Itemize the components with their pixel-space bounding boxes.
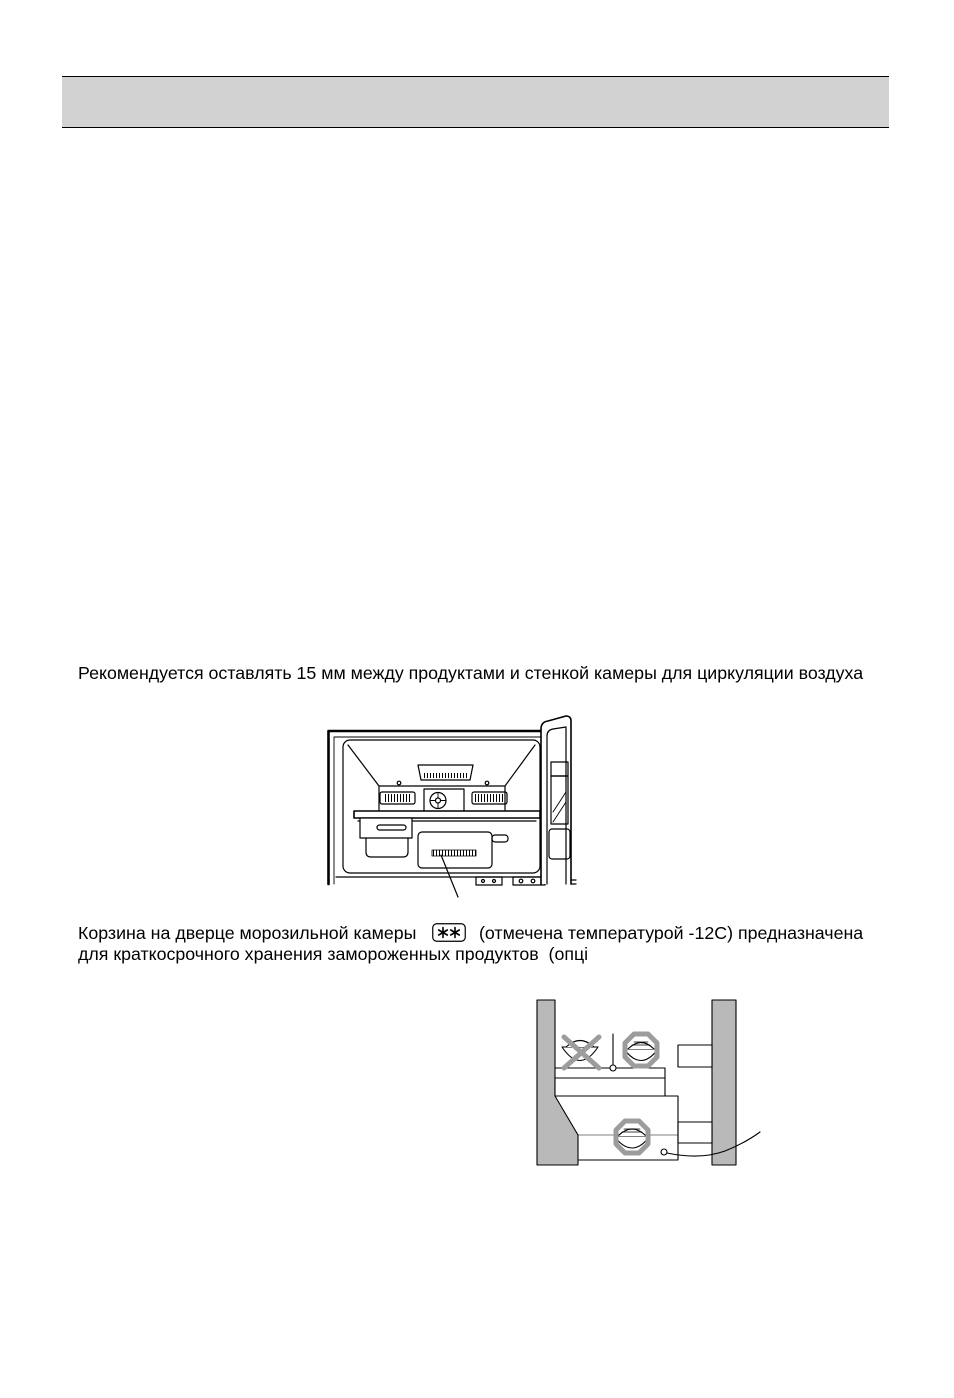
freezer-door xyxy=(541,716,576,884)
door-shelf-stubs xyxy=(678,1045,712,1143)
air-vents xyxy=(380,792,507,804)
freezer-interior-illustration xyxy=(320,710,585,902)
freezer-drawer xyxy=(418,832,508,868)
ice-tray xyxy=(360,818,412,857)
right-wall xyxy=(712,1000,736,1165)
door-basket-text-start: Корзина на дверце морозильной камеры xyxy=(78,923,417,943)
door-basket-storage-illustration xyxy=(530,995,765,1170)
section-header-bar xyxy=(62,76,889,128)
fan-cover xyxy=(424,789,464,812)
cabinet-base xyxy=(336,877,548,885)
door-basket-text-end: (отмечена температурой -12С) предназначена xyxy=(479,923,864,943)
two-star-symbol-icon xyxy=(432,923,466,942)
upper-shelf xyxy=(555,1068,665,1096)
leader-line xyxy=(441,855,458,897)
air-gap-note: Рекомендуется оставлять 15 мм между продуктами и стенкой камеры для циркуляции воздуха xyxy=(78,663,864,683)
correct-placement-bowl xyxy=(624,1034,658,1066)
lamp-cover xyxy=(418,765,473,780)
basket-bowl xyxy=(614,1121,650,1153)
door-basket-text-line2: для краткосрочного хранения замороженных продуктов (опці xyxy=(78,944,589,964)
wrong-placement-bowl xyxy=(562,1037,599,1068)
